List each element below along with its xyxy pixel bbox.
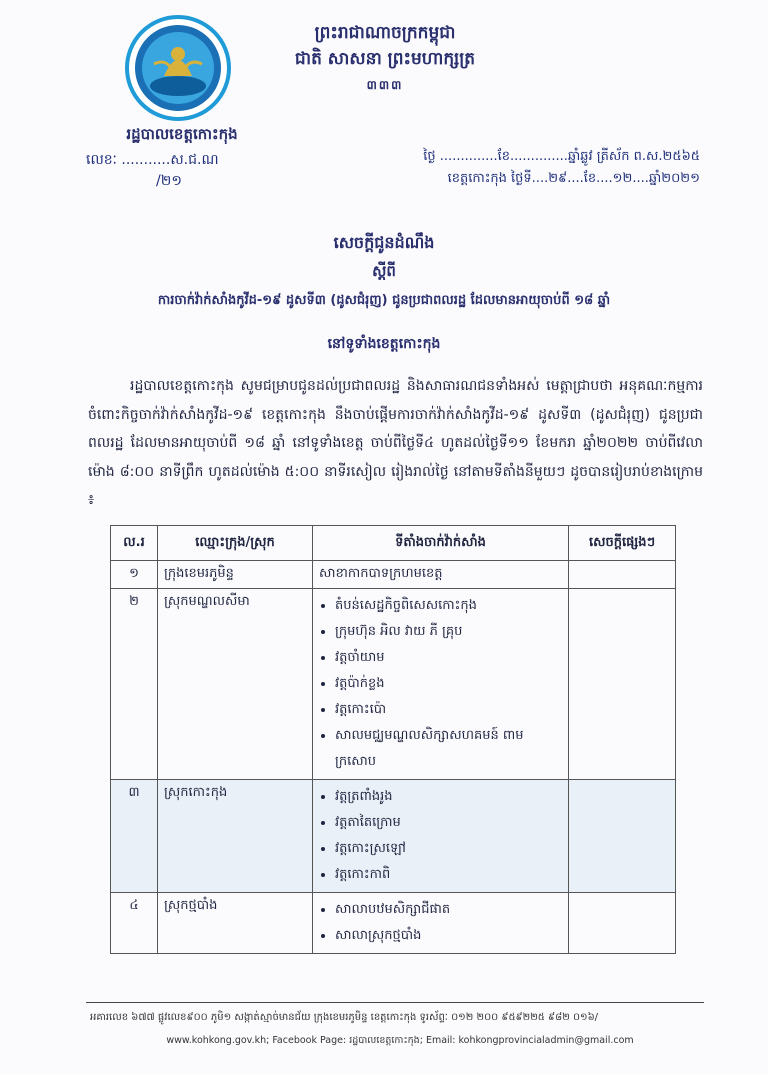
vaccination-sites: [313, 893, 569, 954]
footer-divider: [86, 1002, 704, 1003]
site-list: [319, 897, 562, 949]
provincial-seal-logo: [124, 14, 232, 122]
reference-number: [86, 150, 219, 192]
col-header-no: ល.រ: [111, 526, 158, 561]
table-header-row: [111, 526, 676, 561]
issuing-authority: រដ្ឋបាលខេត្តកោះកុង: [126, 125, 238, 143]
site-item: • សាលាស្រុកថ្មបាំង: [335, 923, 562, 949]
site-item: • វត្តតាតៃក្រោម: [335, 810, 562, 836]
district-name: ស្រុកថ្មបាំង: [158, 893, 313, 954]
site-item: • វត្តកោះប៉ោ: [335, 697, 562, 723]
subject-title: ការចាក់វ៉ាក់សាំងកូវីដ-១៩ ដូសទី៣ (ដូសជំរុញ) ជូនប្រជាពលរដ្ឋ ដែលមានអាយុចាប់ពី ១៨ ឆ្នាំ: [157, 293, 611, 308]
location-line: នៅទូទាំងខេត្តកោះកុង: [327, 336, 441, 352]
ref-no-text: លេខៈ ...........ស.ជ.ណ: [86, 152, 219, 168]
table-row: [111, 893, 676, 954]
col-header-site: ទីតាំងចាក់វ៉ាក់សាំង: [313, 526, 569, 561]
ref-year: /២១: [156, 173, 182, 189]
col-header-district: ឈ្មោះក្រុង/ស្រុក: [158, 526, 313, 561]
district-name: ក្រុងខេមរភូមិន្ទ: [158, 561, 313, 589]
row-note: [569, 589, 676, 780]
document-type: សេចក្តីជូនដំណឹង: [333, 233, 435, 252]
ornament: ៣៣៣: [366, 78, 404, 92]
site-item: • សាលាបឋមសិក្សាជីផាត: [335, 897, 562, 923]
site-list: [319, 593, 562, 775]
kingdom-line-2: ជាតិ សាសនា ព្រះមហាក្សត្រ: [294, 49, 476, 69]
site-item: • វត្តប៉ាក់ខ្លង: [335, 671, 562, 697]
site-item: • វត្តចាំយាម: [335, 645, 562, 671]
district-name: ស្រុកមណ្ឌលសីមា: [158, 589, 313, 780]
subject-label: ស្តីពី: [372, 262, 396, 280]
body-paragraph: [88, 372, 703, 515]
row-note: [569, 780, 676, 893]
site-item: • វត្តកោះកាពិ: [335, 862, 562, 888]
row-number: ១: [111, 561, 158, 589]
site-item: • ក្រុមហ៊ុន អិល វាយ ភី គ្រុប: [335, 619, 562, 645]
row-note: [569, 561, 676, 589]
kingdom-line-1: ព្រះរាជាណាចក្រកម្ពុជា: [314, 23, 456, 43]
vaccination-sites: [313, 561, 569, 589]
kingdom-motto: [250, 20, 520, 98]
site-item: សាខាកាកបាទក្រហមខេត្ត: [319, 566, 443, 581]
site-item: • វត្តត្រពាំងរូង: [335, 784, 562, 810]
col-header-note: សេចក្តីផ្សេងៗ: [569, 526, 676, 561]
vaccination-schedule-table: [110, 525, 676, 954]
site-list: [319, 784, 562, 888]
table-row: [111, 589, 676, 780]
row-number: ៤: [111, 893, 158, 954]
solar-date: ខេត្តកោះកុង ថ្ងៃទី....២៩....ខែ....១២....ឆ្នាំ២០២១: [447, 171, 700, 186]
footer-address: អគារលេខ ៦៧៧ ផ្លូវលេខ៩០០ ភូមិ១ សង្កាត់ស្មាច់មានជ័យ ក្រុងខេមរភូមិន្ទ ខេត្តកោះកុង ទូរស័ព្ទៈ ០១២ ២០០ ៩៥៩២២៥ ៩៨២ ០១៦/: [90, 1012, 599, 1023]
site-item: • សាលមជ្ឈមណ្ឌលសិក្សាសហគមន៍ ពាមក្រសោប: [335, 723, 562, 775]
site-item: • វត្តកោះស្រឡៅ: [335, 836, 562, 862]
row-number: ២: [111, 589, 158, 780]
body-text: រដ្ឋបាលខេត្តកោះកុង សូមជម្រាបជូនដល់ប្រជាពលរដ្ឋ និងសាធារណជនទាំងអស់ មេត្តាជ្រាបថា អនុគណៈកម្មការចំពោះកិច្ចចាក់វ៉ាក់សាំងកូវីដ-១៩ ខេត្តកោះកុង នឹងចាប់ផ្តើមការចាក់វ៉ាក់សាំងកូវីដ-១៩ ដូសទី៣ (ដូសជំរុញ) ជូនប្រជាពលរដ្ឋ ដែលមានអាយុចាប់ពី ១៨ ឆ្នាំ នៅទូទាំងខេត្ត ចាប់ពីថ្ងៃទី៤ ហូតដល់ថ្ងៃទី១១ ខែមករា ឆ្នាំ២០២២ ចាប់ពីវេលាម៉ោង ៨:០០ នាទីព្រឹក ហូតដល់ម៉ោង ៥:០០ នាទីរសៀល រៀងរាល់ថ្ងៃ នៅតាមទីតាំងនីមួយៗ ដូចបានរៀបរាប់ខាងក្រោម ៖: [88, 378, 703, 508]
table-body: [111, 561, 676, 954]
vaccination-sites: [313, 780, 569, 893]
table-row: [111, 561, 676, 589]
lunar-date: ថ្ងៃ ..............ខែ..............ឆ្នាំឆ្លូវ ត្រីស័ក ព.ស.២៥៦៥: [423, 149, 700, 164]
date-block: [370, 146, 700, 190]
table-row: [111, 780, 676, 893]
footer-contact: www.kohkong.gov.kh; Facebook Page: រដ្ឋបាលខេត្តកោះកុង; Email: kohkongprovincialadmin@gmail.com: [166, 1035, 634, 1046]
row-number: ៣: [111, 780, 158, 893]
district-name: ស្រុកកោះកុង: [158, 780, 313, 893]
vaccination-sites: [313, 589, 569, 780]
site-item: • តំបន់សេដ្ឋកិច្ចពិសេសកោះកុង: [335, 593, 562, 619]
row-note: [569, 893, 676, 954]
